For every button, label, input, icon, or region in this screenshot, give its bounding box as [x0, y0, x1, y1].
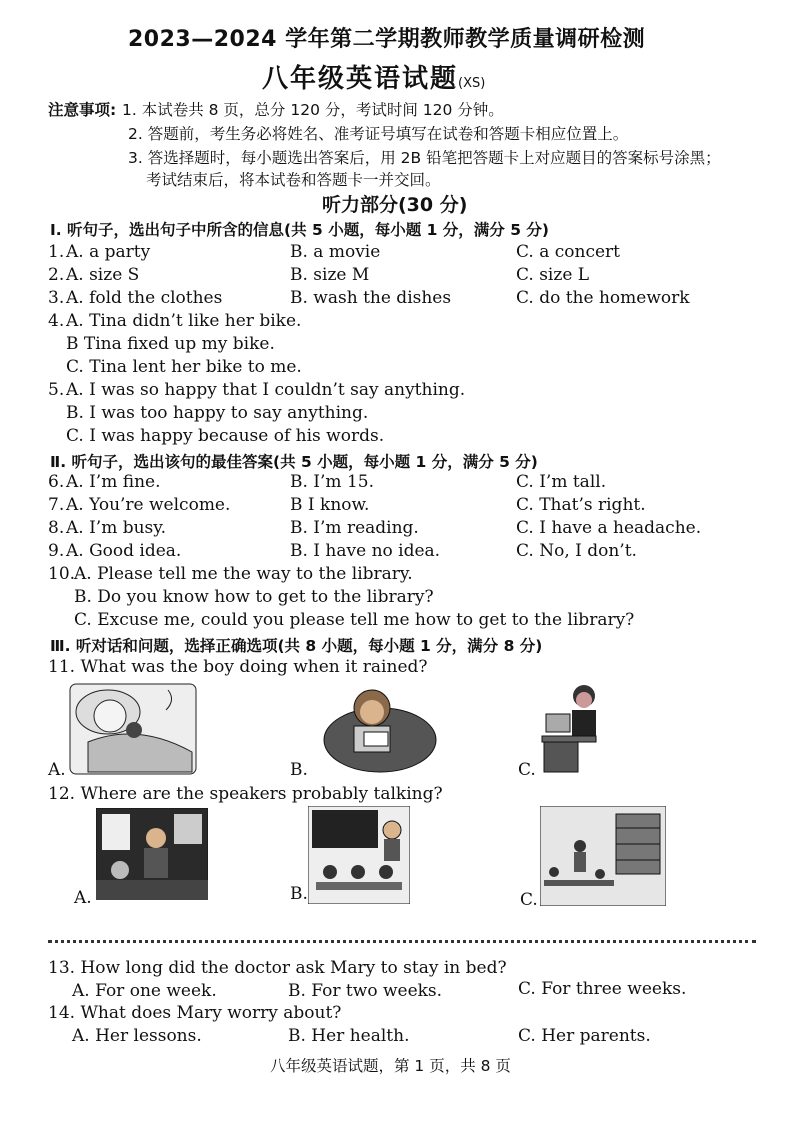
notes-item-1: 1. 本试卷共 8 页，总分 120 分，考试时间 120 分钟。 [122, 101, 504, 119]
q8-option-b: B. I’m reading. [290, 518, 419, 538]
page-title-text: 八年级英语试题 [262, 64, 459, 94]
q11-label-c: C. [518, 760, 536, 780]
q3-num: 3. [48, 288, 65, 308]
q12-label-a: A. [74, 888, 92, 908]
q14-option-b: B. Her health. [288, 1026, 410, 1046]
q10-num: 10. [48, 564, 76, 584]
notes-item-3-cont: 考试结束后，将本试卷和答题卡一并交回。 [146, 171, 441, 189]
section-3-heading: Ⅲ. 听对话和问题，选择正确选项(共 8 小题，每小题 1 分，满分 8 分) [50, 637, 543, 655]
q12-text: 12. Where are the speakers probably talking? [48, 784, 443, 804]
section-2-heading: Ⅱ. 听句子，选出该句的最佳答案(共 5 小题，每小题 1 分，满分 5 分) [50, 453, 538, 471]
q2-option-b: B. size M [290, 265, 370, 285]
q8-num: 8. [48, 518, 65, 538]
q12-image-library [540, 806, 666, 906]
section-1-heading: Ⅰ. 听句子，选出句子中所含的信息(共 5 小题，每小题 1 分，满分 5 分) [50, 221, 549, 239]
listening-title: 听力部分(30 分) [322, 194, 468, 216]
q5-num: 5. [48, 380, 65, 400]
page-footer: 八年级英语试题，第 1 页，共 8 页 [270, 1057, 511, 1075]
q9-option-a: A. Good idea. [66, 541, 182, 561]
q6-num: 6. [48, 472, 65, 492]
q10-option-c: C. Excuse me, could you please tell me how to get to the library? [74, 610, 635, 630]
q1-option-c: C. a concert [516, 242, 620, 262]
section-divider [48, 940, 756, 943]
q8-option-a: A. I’m busy. [66, 518, 167, 538]
page-title-suffix: (XS) [458, 76, 486, 91]
q3-option-c: C. do the homework [516, 288, 690, 308]
q6-option-c: C. I’m tall. [516, 472, 607, 492]
q11-label-a: A. [48, 760, 66, 780]
q10-option-b: B. Do you know how to get to the library? [74, 587, 434, 607]
q5-option-c: C. I was happy because of his words. [66, 426, 385, 446]
q1-num: 1. [48, 242, 65, 262]
q11-image-reading [310, 680, 440, 776]
q11-label-b: B. [290, 760, 308, 780]
q5-option-a: A. I was so happy that I couldn’t say anything. [66, 380, 466, 400]
q12-label-c: C. [520, 890, 538, 910]
q2-num: 2. [48, 265, 65, 285]
q1-option-b: B. a movie [290, 242, 381, 262]
q6-option-b: B. I’m 15. [290, 472, 374, 492]
q6-option-a: A. I’m fine. [66, 472, 161, 492]
notes-item-2: 2. 答题前，考生务必将姓名、准考证号填写在试卷和答题卡相应位置上。 [128, 125, 629, 143]
q10-option-a: A. Please tell me the way to the library. [74, 564, 413, 584]
q4-option-c: C. Tina lent her bike to me. [66, 357, 302, 377]
q7-option-a: A. You’re welcome. [66, 495, 231, 515]
q9-num: 9. [48, 541, 65, 561]
q8-option-c: C. I have a headache. [516, 518, 702, 538]
q7-num: 7. [48, 495, 65, 515]
notes-label: 注意事项: [48, 101, 117, 119]
q13-text: 13. How long did the doctor ask Mary to stay in bed? [48, 958, 507, 978]
q12-image-classroom [308, 806, 410, 904]
q11-image-sleeping [68, 682, 198, 776]
q4-option-a: A. Tina didn’t like her bike. [66, 311, 302, 331]
q9-option-c: C. No, I don’t. [516, 541, 637, 561]
notes-item-3: 3. 答选择题时，每小题选出答案后，用 2B 铅笔把答题卡上对应题目的答案标号涂黑； [128, 149, 721, 167]
exam-header: 2023—2024 学年第二学期教师教学质量调研检测 [128, 27, 646, 52]
q4-num: 4. [48, 311, 65, 331]
q11-text: 11. What was the boy doing when it rained? [48, 657, 428, 677]
q12-image-shop [96, 808, 208, 900]
q13-option-c: C. For three weeks. [518, 979, 687, 999]
q2-option-c: C. size L [516, 265, 590, 285]
q3-option-b: B. wash the dishes [290, 288, 452, 308]
q14-option-c: C. Her parents. [518, 1026, 651, 1046]
q3-option-a: A. fold the clothes [66, 288, 223, 308]
q12-label-b: B. [290, 884, 308, 904]
q1-option-a: A. a party [66, 242, 151, 262]
q7-option-b: B I know. [290, 495, 370, 515]
q13-option-b: B. For two weeks. [288, 981, 443, 1001]
q13-option-a: A. For one week. [72, 981, 217, 1001]
q7-option-c: C. That’s right. [516, 495, 646, 515]
q14-option-a: A. Her lessons. [72, 1026, 202, 1046]
q11-image-computer [538, 680, 608, 776]
q14-text: 14. What does Mary worry about? [48, 1003, 342, 1023]
q4-option-b: B Tina fixed up my bike. [66, 334, 275, 354]
q5-option-b: B. I was too happy to say anything. [66, 403, 369, 423]
q2-option-a: A. size S [66, 265, 140, 285]
page-title [262, 58, 485, 95]
q9-option-b: B. I have no idea. [290, 541, 441, 561]
